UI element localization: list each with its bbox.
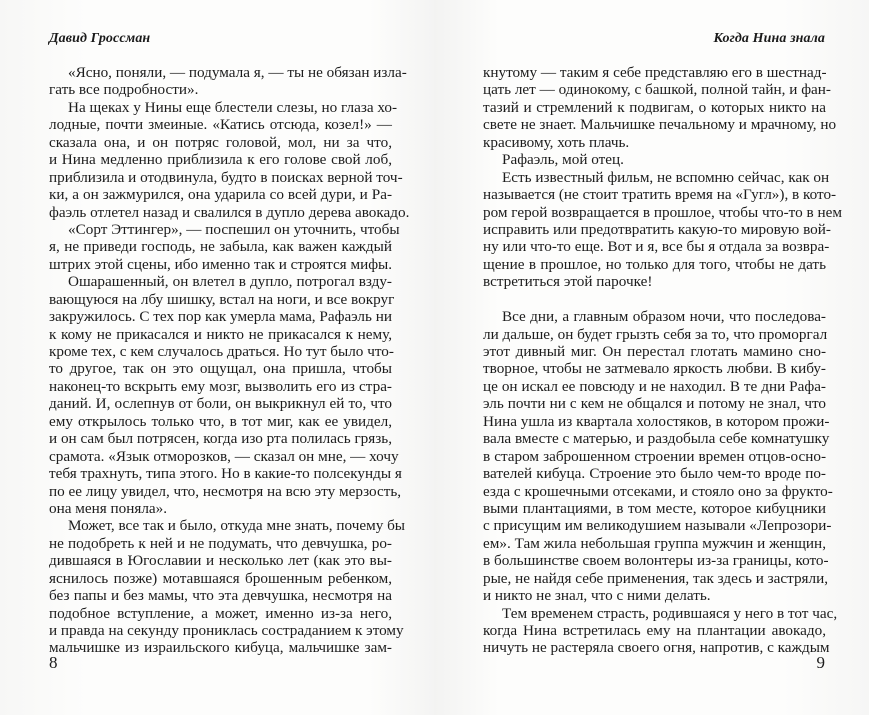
text-line: ем». Там жила небольшая группа мужчин и женщин, bbox=[483, 534, 826, 552]
text-line: Тем временем страсть, родившаяся у него в тот час, bbox=[502, 604, 838, 622]
text-line: яснилось позже) мотавшаяся брошенным ребенком, bbox=[49, 569, 392, 587]
text-line: Есть известный фильм, не вспомню сейчас, как он bbox=[502, 168, 830, 186]
text-line: и никто не знал, что с ними делать. bbox=[483, 587, 711, 605]
text-line: На щеках у Нины еще блестели слезы, но глаза хо- bbox=[68, 98, 398, 116]
text-line: с присущим им великодушием называли «Лепрозори- bbox=[483, 517, 832, 535]
text-line: встретиться этой парочке! bbox=[483, 273, 653, 291]
text-line: «Сорт Эттингер», — поспешил он уточнить, чтобы bbox=[68, 220, 400, 238]
left-page-text bbox=[49, 64, 410, 657]
running-head-author: Давид Гроссман bbox=[49, 31, 151, 46]
text-line: я, не приведи господь, не забыла, как важен каждый bbox=[49, 238, 392, 256]
text-line: в большинстве своем волонтеры из-за границы, кото- bbox=[483, 552, 829, 570]
text-line: даний. И, ослепнув от боли, он выкрикнул ей то, что bbox=[49, 395, 392, 413]
text-line: Ошарашенный, он влетел в дупло, потрогал взду- bbox=[68, 273, 392, 291]
text-line: без папы и без мамы, что эта девчушка, несмотря на bbox=[49, 587, 392, 605]
text-line: фаэль отлетел назад и свалился в дупло дерева авокадо. bbox=[49, 203, 410, 221]
text-line: закружилось. С тех пор как умерла мама, Рафаэль ни bbox=[49, 308, 392, 326]
running-head-title: Когда Нина знала bbox=[713, 31, 825, 46]
text-line: тазий и стремлений к подвигам, о которых никто на bbox=[483, 98, 826, 116]
text-line: эль почти ни с кем не общался и потому не знал, что bbox=[483, 395, 826, 413]
text-line: приблизила и отодвинула, будто в поисках верной точ- bbox=[49, 168, 403, 186]
text-line: Все дни, а главным образом ночи, что последова- bbox=[502, 308, 826, 326]
text-line: этот дивный миг. Он перестал глотать мамино сно- bbox=[483, 343, 826, 360]
section-break bbox=[483, 291, 826, 308]
text-line: це он искал ее повсюду и не находил. В те дни Рафа- bbox=[483, 377, 826, 395]
text-line: и правда на секунду прониклась состраданием к этому bbox=[49, 622, 404, 639]
text-line: в старом заброшенном строении времен отцов-осно- bbox=[483, 447, 826, 465]
text-line: выми плантациями, в том месте, которое кибуцники bbox=[483, 499, 826, 517]
text-line: лодные, почти змеиные. «Катись отсюда, козел!» — bbox=[49, 116, 392, 134]
text-line: «Ясно, поняли, — подумала я, — ты не обязан изла- bbox=[68, 64, 407, 81]
text-line: ему открылось только что, в тот миг, как ее увидел, bbox=[49, 412, 392, 430]
text-line: цать лет — одинокому, с башкой, полной тайн, и фан- bbox=[483, 81, 831, 99]
text-line: вателей кибуца. Строение это было чем-то вроде по- bbox=[483, 465, 826, 483]
text-line: подобное вступление, а может, именно из-за него, bbox=[49, 604, 392, 622]
text-line: и он сам был потрясен, когда изо рта полилась грязь, bbox=[49, 430, 392, 448]
text-line: дившаяся в Югославии и несколько лет (как это вы- bbox=[49, 552, 392, 570]
text-line: Может, все так и было, откуда мне знать, почему бы bbox=[68, 517, 406, 535]
text-line: езда с крошечными отсеками, и стояло оно за фрукто- bbox=[483, 482, 833, 500]
text-line: свете не знает. Мальчишке печальному и мрачному, но bbox=[483, 116, 837, 134]
text-line: штрих этой сцены, ибо именно так и строятся мифы. bbox=[49, 255, 393, 273]
text-line: по ее лицу увидел, что, несмотря на всю эту мерзость, bbox=[49, 482, 402, 500]
right-page-text bbox=[483, 64, 842, 657]
text-line: ну или что-то еще. Вот и я, все бы я отдала за возвра- bbox=[483, 238, 830, 256]
text-line: сказала она, и он потряс головой, мол, ни за что, bbox=[49, 133, 392, 151]
text-line: творное, чтобы не затмевало яркость любви. В кибу- bbox=[483, 360, 826, 378]
text-line: вала вместе с матерью, и раздобыла себе комнатушку bbox=[483, 430, 830, 448]
text-line: наконец-то вскрыть ему мозг, вызволить его из стра- bbox=[49, 377, 392, 395]
text-line: и Нина медленно приблизила к его голове свой лоб, bbox=[49, 151, 392, 169]
left-page bbox=[0, 0, 434, 715]
text-line: ли дальше, он будет грызть себя за то, что проморгал bbox=[483, 325, 828, 343]
text-line: она меня поняла». bbox=[49, 499, 168, 517]
text-line: мальчишке из израильского кибуца, мальчишке зам- bbox=[49, 639, 392, 657]
text-line: ничуть не растеряла своего огня, напротив, с каждым bbox=[483, 639, 830, 657]
text-line: исправить или предотвратить какую-то мировую вой- bbox=[483, 220, 831, 238]
text-line: не подобреть к ней и не подумать, что девчушка, ро- bbox=[49, 534, 392, 552]
text-line: кроме тех, с кем случалось драться. Но тут было что- bbox=[49, 343, 394, 360]
text-line: кнутому — таким я себе представляю его в шестнад- bbox=[483, 64, 827, 81]
text-line: срамота. «Язык отморозков, — сказал он мне, — хочу bbox=[49, 447, 399, 465]
text-line: Нина ушла из квартала холостяков, в котором прожи- bbox=[483, 412, 830, 430]
page-number: 9 bbox=[816, 653, 825, 672]
text-line: ром герой возвращается в прошлое, чтобы что-то в нем bbox=[483, 203, 842, 221]
right-page bbox=[434, 0, 869, 715]
text-line: щение в прошлое, но только для того, чтобы не дать bbox=[483, 255, 826, 273]
text-line: тебя трахнуть, типа этого. Но в какие-то полсекунды я bbox=[49, 465, 402, 483]
text-line: красивому, хоть плачь. bbox=[483, 133, 630, 151]
text-line: то другое, так он это ощущал, она пришла, чтобы bbox=[49, 360, 392, 378]
text-line: гать все подробности». bbox=[49, 81, 199, 99]
text-line: называется (не стоит тратить время на «Гугл»), в кото- bbox=[483, 186, 837, 204]
page-number: 8 bbox=[49, 653, 58, 672]
text-line: вающуюся на лбу шишку, встал на ноги, и все вокруг bbox=[49, 290, 395, 308]
text-line: Рафаэль, мой отец. bbox=[502, 151, 624, 169]
text-line: к кому не прикасался и никто не прикасался к нему, bbox=[49, 325, 392, 343]
text-line: ки, а он зажмурился, она ударила со всей дури, и Ра- bbox=[49, 186, 392, 204]
text-line: когда Нина встретилась ему на плантации авокадо, bbox=[483, 622, 826, 639]
text-line: рые, не найдя себе применения, так здесь и застряли, bbox=[483, 569, 829, 587]
